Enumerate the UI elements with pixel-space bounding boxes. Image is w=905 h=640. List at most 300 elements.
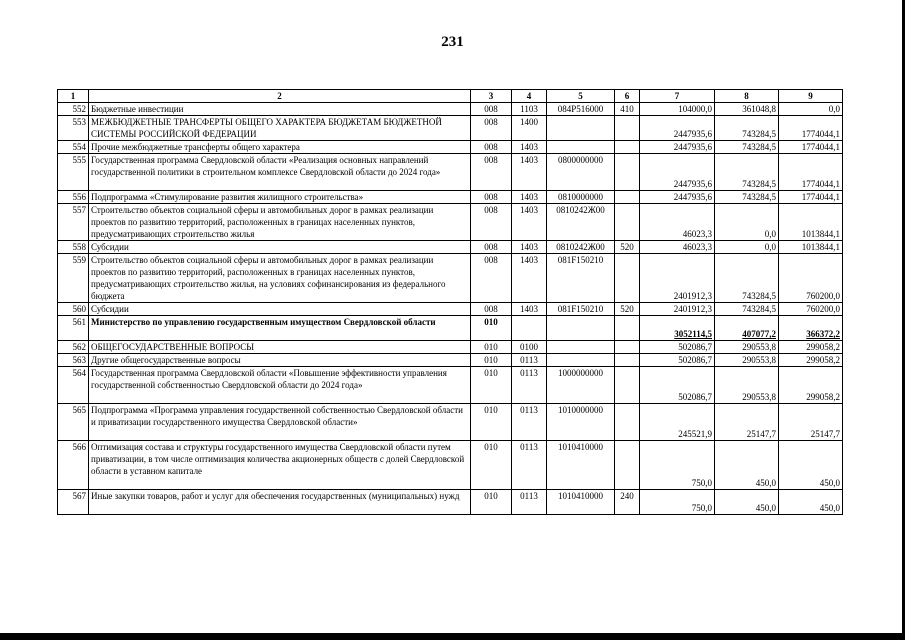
amount-cell-9 <box>779 303 843 316</box>
admin-code-cell <box>471 367 512 404</box>
amount-cell-9-text: 1774044,1 <box>801 129 840 139</box>
amount-cell-7-text: 245521,9 <box>678 429 712 439</box>
table-row <box>58 191 843 204</box>
column-header: 7 <box>640 90 715 103</box>
amount-cell-8 <box>715 303 779 316</box>
amount-cell-8-text: 407077,2 <box>742 329 776 339</box>
row-number-cell <box>58 490 89 515</box>
admin-code-cell <box>471 303 512 316</box>
target-article-cell <box>547 404 615 441</box>
table-body <box>58 90 843 515</box>
amount-cell-8-text: 290553,8 <box>742 392 776 402</box>
amount-cell-9-text: 1774044,1 <box>801 192 840 202</box>
amount-cell-8 <box>715 116 779 141</box>
expense-type-cell <box>615 141 640 154</box>
section-code-cell-text: 0113 <box>520 405 538 415</box>
target-article-cell <box>547 154 615 191</box>
amount-cell-7 <box>640 204 715 241</box>
table-row <box>58 254 843 303</box>
target-article-cell-text: 0810242Ж00 <box>556 205 605 215</box>
row-number-cell-text: 554 <box>72 142 86 152</box>
row-name-cell <box>89 404 471 441</box>
target-article-cell-text: 1010000000 <box>558 405 603 415</box>
amount-cell-7 <box>640 191 715 204</box>
amount-cell-7-text: 750,0 <box>691 503 712 513</box>
row-number-cell-text: 563 <box>72 355 86 365</box>
column-header: 1 <box>58 90 89 103</box>
admin-code-cell <box>471 191 512 204</box>
amount-cell-7-text: 2401912,3 <box>673 304 712 314</box>
section-code-cell <box>512 191 547 204</box>
row-name-cell-text: Подпрограмма «Программа управления государственной собственностью Свердловской области и приватизации государственного имущества Свердловской области» <box>91 405 463 427</box>
row-number-cell-text: 561 <box>72 317 86 327</box>
amount-cell-8-text: 743284,5 <box>742 179 776 189</box>
section-code-cell <box>512 404 547 441</box>
admin-code-cell-text: 008 <box>484 205 498 215</box>
amount-cell-9-text: 0,0 <box>828 104 840 114</box>
amount-cell-7-text: 502086,7 <box>678 355 712 365</box>
admin-code-cell <box>471 154 512 191</box>
row-number-cell-text: 556 <box>72 192 86 202</box>
expense-type-cell <box>615 341 640 354</box>
table-row <box>58 341 843 354</box>
target-article-cell-text: 0810242Ж00 <box>556 242 605 252</box>
amount-cell-7 <box>640 490 715 515</box>
row-number-cell <box>58 341 89 354</box>
target-article-cell <box>547 241 615 254</box>
row-name-cell <box>89 241 471 254</box>
amount-cell-7-text: 502086,7 <box>678 392 712 402</box>
amount-cell-9 <box>779 116 843 141</box>
amount-cell-9 <box>779 141 843 154</box>
section-code-cell-text: 0113 <box>520 491 538 501</box>
amount-cell-7 <box>640 341 715 354</box>
amount-cell-8-text: 290553,8 <box>742 342 776 352</box>
admin-code-cell <box>471 316 512 341</box>
row-name-cell <box>89 254 471 303</box>
row-name-cell <box>89 303 471 316</box>
table-row <box>58 441 843 490</box>
admin-code-cell-text: 010 <box>484 342 498 352</box>
row-number-cell <box>58 191 89 204</box>
admin-code-cell-text: 008 <box>484 142 498 152</box>
row-number-cell <box>58 241 89 254</box>
section-code-cell <box>512 341 547 354</box>
admin-code-cell <box>471 241 512 254</box>
target-article-cell <box>547 254 615 303</box>
amount-cell-8-text: 290553,8 <box>742 355 776 365</box>
amount-cell-9 <box>779 204 843 241</box>
expense-type-cell <box>615 241 640 254</box>
expense-type-cell <box>615 490 640 515</box>
section-code-cell <box>512 154 547 191</box>
admin-code-cell-text: 008 <box>484 192 498 202</box>
amount-cell-9-text: 760200,0 <box>806 291 840 301</box>
expense-type-cell <box>615 103 640 116</box>
row-number-cell <box>58 404 89 441</box>
amount-cell-8 <box>715 341 779 354</box>
section-code-cell <box>512 303 547 316</box>
row-number-cell <box>58 103 89 116</box>
target-article-cell-text: 0800000000 <box>558 155 603 165</box>
row-number-cell-text: 552 <box>72 104 86 114</box>
amount-cell-8-text: 450,0 <box>755 503 776 513</box>
target-article-cell-text: 1010410000 <box>558 442 603 452</box>
column-header: 3 <box>471 90 512 103</box>
row-number-cell-text: 559 <box>72 255 86 265</box>
amount-cell-7 <box>640 303 715 316</box>
amount-cell-9-text: 1013844,1 <box>801 242 840 252</box>
expense-type-cell <box>615 404 640 441</box>
section-code-cell-text: 0100 <box>520 342 538 352</box>
target-article-cell <box>547 367 615 404</box>
amount-cell-9 <box>779 490 843 515</box>
admin-code-cell-text: 010 <box>484 405 498 415</box>
table-row <box>58 367 843 404</box>
amount-cell-7-text: 104000,0 <box>678 104 712 114</box>
amount-cell-9-text: 1013844,1 <box>801 229 840 239</box>
row-name-cell <box>89 103 471 116</box>
section-code-cell-text: 0113 <box>520 355 538 365</box>
target-article-cell <box>547 191 615 204</box>
table-row <box>58 116 843 141</box>
section-code-cell-text: 1403 <box>520 155 538 165</box>
expense-type-cell <box>615 367 640 404</box>
amount-cell-8 <box>715 254 779 303</box>
section-code-cell <box>512 241 547 254</box>
admin-code-cell <box>471 103 512 116</box>
amount-cell-7 <box>640 441 715 490</box>
column-header: 6 <box>615 90 640 103</box>
table-row <box>58 316 843 341</box>
admin-code-cell-text: 010 <box>484 368 498 378</box>
row-name-cell-text: Прочие межбюджетные трансферты общего характера <box>91 142 300 152</box>
table-row <box>58 204 843 241</box>
row-name-cell-text: Оптимизация состава и структуры государственного имущества Свердловской области путем приватизации, в том числе оптимизация количества акционерных обществ с долей Свердловской области в уставном капитале <box>91 442 465 476</box>
admin-code-cell-text: 010 <box>484 442 498 452</box>
row-name-cell <box>89 141 471 154</box>
amount-cell-8 <box>715 204 779 241</box>
row-number-cell-text: 562 <box>72 342 86 352</box>
row-name-cell <box>89 341 471 354</box>
target-article-cell <box>547 116 615 141</box>
target-article-cell <box>547 141 615 154</box>
target-article-cell <box>547 303 615 316</box>
target-article-cell-text: 1010410000 <box>558 491 603 501</box>
amount-cell-8-text: 25147,7 <box>746 429 776 439</box>
amount-cell-9 <box>779 254 843 303</box>
row-name-cell-text: Другие общегосударственные вопросы <box>91 355 241 365</box>
expense-type-cell-text: 520 <box>620 304 634 314</box>
target-article-cell-text: 084P516000 <box>557 104 604 114</box>
table-row <box>58 303 843 316</box>
table-row <box>58 154 843 191</box>
amount-cell-8-text: 361048,8 <box>742 104 776 114</box>
admin-code-cell-text: 008 <box>484 242 498 252</box>
amount-cell-7-text: 750,0 <box>691 478 712 488</box>
amount-cell-7-text: 2447935,6 <box>673 192 712 202</box>
amount-cell-9 <box>779 354 843 367</box>
row-number-cell-text: 553 <box>72 117 86 127</box>
row-number-cell <box>58 154 89 191</box>
row-name-cell <box>89 204 471 241</box>
section-code-cell <box>512 490 547 515</box>
target-article-cell <box>547 441 615 490</box>
section-code-cell-text: 0113 <box>520 442 538 452</box>
row-name-cell-text: Министерство по управлению государственным имуществом Свердловской области <box>91 317 436 327</box>
row-number-cell <box>58 116 89 141</box>
section-code-cell <box>512 254 547 303</box>
row-number-cell <box>58 254 89 303</box>
target-article-cell <box>547 204 615 241</box>
page-edge-bottom <box>0 633 905 640</box>
amount-cell-7 <box>640 404 715 441</box>
column-header: 5 <box>547 90 615 103</box>
section-code-cell-text: 1403 <box>520 142 538 152</box>
row-name-cell-text: Подпрограмма «Стимулирование развития жилищного строительства» <box>91 192 364 202</box>
admin-code-cell <box>471 254 512 303</box>
target-article-cell-text: 1000000000 <box>558 368 603 378</box>
row-name-cell <box>89 316 471 341</box>
section-code-cell-text: 1403 <box>520 242 538 252</box>
expense-type-cell-text: 410 <box>620 104 634 114</box>
target-article-cell-text: 081F150210 <box>557 255 604 265</box>
amount-cell-9-text: 760200,0 <box>806 304 840 314</box>
row-name-cell-text: Строительство объектов социальной сферы и автомобильных дорог в рамках реализации проектов по развитию территорий, расположенных в границах населенных пунктов, предусматривающих строительство жилья <box>91 205 434 239</box>
expense-type-cell <box>615 116 640 141</box>
row-name-cell-text: Субсидии <box>91 304 129 314</box>
column-header: 4 <box>512 90 547 103</box>
table-row <box>58 141 843 154</box>
table-row <box>58 241 843 254</box>
expense-type-cell <box>615 354 640 367</box>
admin-code-cell <box>471 141 512 154</box>
amount-cell-8 <box>715 191 779 204</box>
amount-cell-9-text: 299058,2 <box>806 355 840 365</box>
amount-cell-9 <box>779 341 843 354</box>
page-number: 231 <box>441 34 464 50</box>
amount-cell-9 <box>779 441 843 490</box>
amount-cell-8 <box>715 141 779 154</box>
admin-code-cell-text: 008 <box>484 255 498 265</box>
amount-cell-9-text: 299058,2 <box>806 392 840 402</box>
expense-type-cell <box>615 154 640 191</box>
amount-cell-8-text: 743284,5 <box>742 192 776 202</box>
section-code-cell <box>512 141 547 154</box>
amount-cell-7-text: 46023,3 <box>682 242 712 252</box>
admin-code-cell-text: 008 <box>484 104 498 114</box>
target-article-cell <box>547 103 615 116</box>
amount-cell-8-text: 743284,5 <box>742 304 776 314</box>
amount-cell-8 <box>715 241 779 254</box>
amount-cell-7-text: 502086,7 <box>678 342 712 352</box>
admin-code-cell-text: 010 <box>484 355 498 365</box>
section-code-cell <box>512 103 547 116</box>
row-name-cell-text: МЕЖБЮДЖЕТНЫЕ ТРАНСФЕРТЫ ОБЩЕГО ХАРАКТЕРА БЮДЖЕТАМ БЮДЖЕТНОЙ СИСТЕМЫ РОССИЙСКОЙ ФЕДЕРАЦИИ <box>91 117 442 139</box>
row-number-cell <box>58 354 89 367</box>
table-row <box>58 354 843 367</box>
section-code-cell <box>512 367 547 404</box>
amount-cell-8-text: 450,0 <box>755 478 776 488</box>
target-article-cell-text: 0810000000 <box>558 192 603 202</box>
admin-code-cell <box>471 490 512 515</box>
amount-cell-8 <box>715 441 779 490</box>
row-number-cell-text: 567 <box>72 491 86 501</box>
target-article-cell-text: 081F150210 <box>557 304 604 314</box>
section-code-cell <box>512 354 547 367</box>
row-name-cell-text: Субсидии <box>91 242 129 252</box>
section-code-cell-text: 1403 <box>520 304 538 314</box>
row-number-cell <box>58 141 89 154</box>
admin-code-cell <box>471 354 512 367</box>
row-name-cell <box>89 154 471 191</box>
row-name-cell <box>89 441 471 490</box>
row-number-cell-text: 557 <box>72 205 86 215</box>
row-number-cell-text: 555 <box>72 155 86 165</box>
amount-cell-8-text: 743284,5 <box>742 142 776 152</box>
admin-code-cell <box>471 441 512 490</box>
amount-cell-7 <box>640 116 715 141</box>
admin-code-cell <box>471 116 512 141</box>
amount-cell-7 <box>640 354 715 367</box>
amount-cell-8 <box>715 316 779 341</box>
column-header: 9 <box>779 90 843 103</box>
budget-table <box>57 89 843 515</box>
section-code-cell-text: 1403 <box>520 255 538 265</box>
amount-cell-8 <box>715 367 779 404</box>
section-code-cell <box>512 204 547 241</box>
table-row <box>58 103 843 116</box>
target-article-cell <box>547 490 615 515</box>
row-name-cell-text: Строительство объектов социальной сферы и автомобильных дорог в рамках реализации проектов по развитию территорий, расположенных в границах населенных пунктов, предусматривающих строительство жилья, на условиях софинансирования из федерального бюджета <box>91 255 446 301</box>
amount-cell-7-text: 2447935,6 <box>673 142 712 152</box>
section-code-cell-text: 1403 <box>520 192 538 202</box>
section-code-cell-text: 1403 <box>520 205 538 215</box>
amount-cell-7-text: 2401912,3 <box>673 291 712 301</box>
expense-type-cell <box>615 441 640 490</box>
expense-type-cell-text: 520 <box>620 242 634 252</box>
row-name-cell-text: Государственная программа Свердловской области «Реализация основных направлений государственной политики в строительном комплексе Свердловской области до 2024 года» <box>91 155 441 177</box>
amount-cell-9 <box>779 316 843 341</box>
row-number-cell-text: 564 <box>72 368 86 378</box>
target-article-cell <box>547 341 615 354</box>
row-name-cell <box>89 191 471 204</box>
admin-code-cell-text: 010 <box>484 491 498 501</box>
row-name-cell <box>89 367 471 404</box>
amount-cell-7 <box>640 141 715 154</box>
amount-cell-7-text: 2447935,6 <box>673 129 712 139</box>
table-row <box>58 490 843 515</box>
row-name-cell-text: Государственная программа Свердловской области «Повышение эффективности управления государственной собственностью Свердловской области до 2024 года» <box>91 368 447 390</box>
admin-code-cell-text: 008 <box>484 155 498 165</box>
row-number-cell <box>58 367 89 404</box>
admin-code-cell-text: 008 <box>484 117 498 127</box>
amount-cell-9-text: 299058,2 <box>806 342 840 352</box>
expense-type-cell <box>615 204 640 241</box>
admin-code-cell <box>471 341 512 354</box>
section-code-cell-text: 1103 <box>520 104 538 114</box>
row-number-cell <box>58 441 89 490</box>
admin-code-cell-text: 008 <box>484 304 498 314</box>
amount-cell-8-text: 0,0 <box>764 242 776 252</box>
amount-cell-9-text: 366372,2 <box>806 329 840 339</box>
section-code-cell-text: 0113 <box>520 368 538 378</box>
row-number-cell-text: 566 <box>72 442 86 452</box>
amount-cell-8 <box>715 354 779 367</box>
amount-cell-9-text: 450,0 <box>819 478 840 488</box>
row-number-cell-text: 558 <box>72 242 86 252</box>
expense-type-cell <box>615 191 640 204</box>
amount-cell-7 <box>640 103 715 116</box>
amount-cell-9-text: 450,0 <box>819 503 840 513</box>
amount-cell-8-text: 743284,5 <box>742 129 776 139</box>
row-name-cell-text: Бюджетные инвестиции <box>91 104 184 114</box>
column-header: 2 <box>89 90 471 103</box>
amount-cell-9 <box>779 404 843 441</box>
amount-cell-9-text: 1774044,1 <box>801 179 840 189</box>
amount-cell-7-text: 46023,3 <box>682 229 712 239</box>
row-name-cell <box>89 116 471 141</box>
section-code-cell <box>512 441 547 490</box>
section-code-cell <box>512 316 547 341</box>
row-number-cell <box>58 303 89 316</box>
target-article-cell <box>547 354 615 367</box>
amount-cell-8 <box>715 103 779 116</box>
expense-type-cell <box>615 254 640 303</box>
amount-cell-7 <box>640 316 715 341</box>
expense-type-cell <box>615 303 640 316</box>
expense-type-cell <box>615 316 640 341</box>
amount-cell-8 <box>715 490 779 515</box>
row-number-cell <box>58 316 89 341</box>
row-name-cell-text: Иные закупки товаров, работ и услуг для обеспечения государственных (муниципальных) нужд <box>91 491 460 501</box>
row-number-cell <box>58 204 89 241</box>
admin-code-cell-text: 010 <box>484 317 498 327</box>
row-number-cell-text: 560 <box>72 304 86 314</box>
expense-type-cell-text: 240 <box>620 491 634 501</box>
admin-code-cell <box>471 404 512 441</box>
amount-cell-7 <box>640 254 715 303</box>
amount-cell-9-text: 1774044,1 <box>801 142 840 152</box>
row-name-cell-text: ОБЩЕГОСУДАРСТВЕННЫЕ ВОПРОСЫ <box>91 342 255 352</box>
amount-cell-8 <box>715 154 779 191</box>
table-header-row <box>58 90 843 103</box>
amount-cell-8 <box>715 404 779 441</box>
amount-cell-8-text: 743284,5 <box>742 291 776 301</box>
section-code-cell <box>512 116 547 141</box>
amount-cell-7 <box>640 154 715 191</box>
row-name-cell <box>89 490 471 515</box>
amount-cell-9 <box>779 103 843 116</box>
amount-cell-7 <box>640 367 715 404</box>
amount-cell-8-text: 0,0 <box>764 229 776 239</box>
admin-code-cell <box>471 204 512 241</box>
row-number-cell-text: 565 <box>72 405 86 415</box>
amount-cell-9 <box>779 191 843 204</box>
amount-cell-9-text: 25147,7 <box>810 429 840 439</box>
amount-cell-7-text: 3052114,5 <box>674 329 712 339</box>
amount-cell-9 <box>779 367 843 404</box>
section-code-cell-text: 1400 <box>520 117 538 127</box>
amount-cell-9 <box>779 241 843 254</box>
amount-cell-7-text: 2447935,6 <box>673 179 712 189</box>
column-header: 8 <box>715 90 779 103</box>
amount-cell-9 <box>779 154 843 191</box>
row-name-cell <box>89 354 471 367</box>
table-row <box>58 404 843 441</box>
amount-cell-7 <box>640 241 715 254</box>
target-article-cell <box>547 316 615 341</box>
